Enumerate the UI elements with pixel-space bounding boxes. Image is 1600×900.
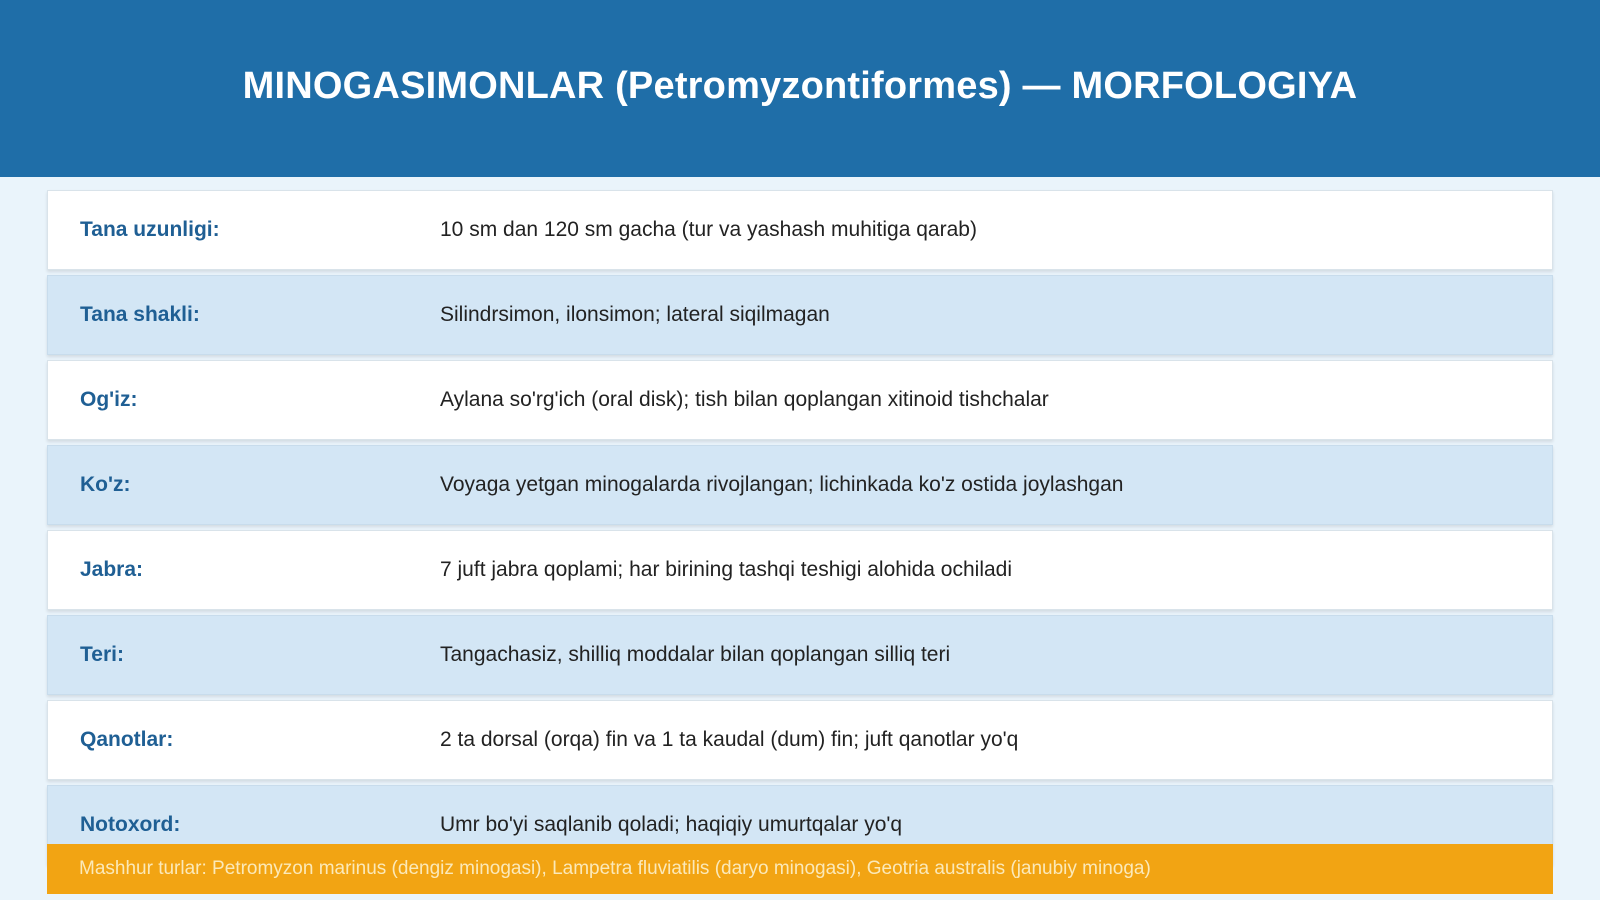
row-label: Notoxord:	[80, 813, 181, 836]
row-value: Umr bo'yi saqlanib qoladi; haqiqiy umurtqalar yo'q	[440, 813, 903, 836]
row-label: Og'iz:	[80, 388, 138, 411]
row-label: Ko'z:	[80, 473, 131, 496]
table-row	[47, 530, 1553, 610]
row-value: Voyaga yetgan minogalarda rivojlangan; lichinkada ko'z ostida joylashgan	[440, 473, 1124, 496]
row-label: Jabra:	[80, 558, 144, 581]
table-row	[47, 615, 1553, 695]
row-value: 10 sm dan 120 sm gacha (tur va yashash muhitiga qarab)	[440, 218, 977, 241]
row-value: Tangachasiz, shilliq moddalar bilan qoplangan silliq teri	[440, 643, 951, 666]
row-label: Tana shakli:	[80, 303, 200, 326]
table-row	[47, 360, 1553, 440]
table-row	[47, 190, 1553, 270]
table-row	[47, 275, 1553, 355]
row-label: Tana uzunligi:	[80, 218, 220, 241]
footer-text: Mashhur turlar: Petromyzon marinus (dengiz minogasi), Lampetra fluviatilis (daryo minogasi), Geotria australis (janubiy minoga)	[79, 858, 1151, 879]
row-value: 2 ta dorsal (orqa) fin va 1 ta kaudal (dum) fin; juft qanotlar yo'q	[440, 728, 1019, 751]
row-value: Aylana so'rg'ich (oral disk); tish bilan qoplangan xitinoid tishchalar	[440, 388, 1049, 411]
table-row	[47, 700, 1553, 780]
row-label: Qanotlar:	[80, 728, 174, 751]
row-label: Teri:	[80, 643, 124, 666]
table-row	[47, 445, 1553, 525]
row-value: 7 juft jabra qoplami; har birining tashqi teshigi alohida ochiladi	[440, 558, 1013, 581]
page-title: MINOGASIMONLAR (Petromyzontiformes) — MORFOLOGIYA	[242, 65, 1358, 107]
row-value: Silindrsimon, ilonsimon; lateral siqilmagan	[440, 303, 830, 326]
famous-species-banner	[47, 844, 1553, 894]
title-banner	[0, 0, 1600, 177]
